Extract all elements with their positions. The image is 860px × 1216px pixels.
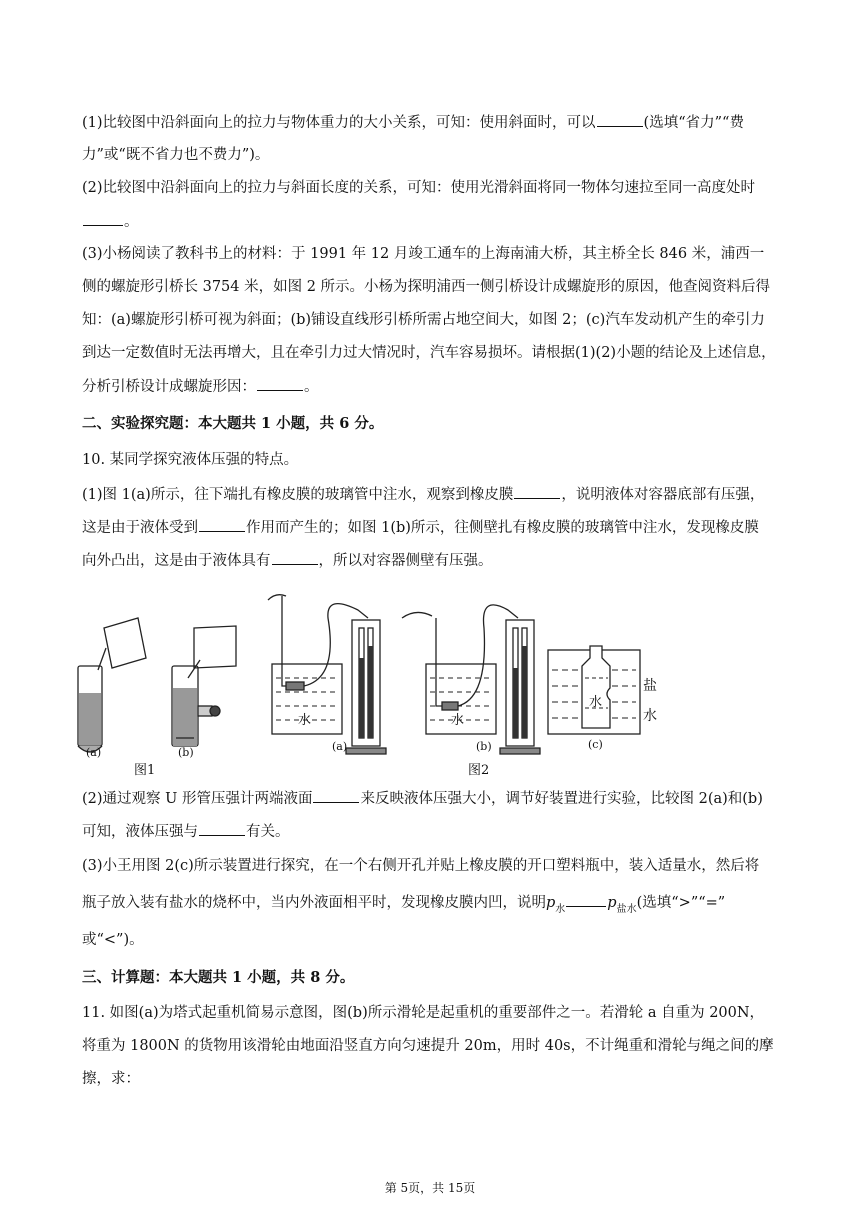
answer-blank [83,211,123,226]
section-2-heading: 二、实验探究题：本大题共 1 小题，共 6 分。 [82,415,384,432]
fig1a-tube [78,618,146,752]
q9-part3-line1: (3)小杨阅读了教科书上的材料：于 1991 年 12 月竣工通车的上海南浦大桥，其主桥全长 846 米，浦西一 [82,246,765,262]
q10-part2-line2: 可知，液体压强与 有关。 [82,821,290,842]
q9-part2-line2: 。 [82,211,139,232]
q10-part3-line3: 或“<”)。 [82,932,144,948]
fig2c-water-label: 水 [589,695,603,710]
section-3-heading: 三、计算题：本大题共 1 小题，共 8 分。 [82,969,355,986]
fig2a-water-label: 水 [298,713,312,728]
q10-part3-line2: 瓶子放入装有盐水的烧杯中，当内外液面相平时，发现橡皮膜内凹，说明$p_水$ $p_{盐水}$(选填“>”“=” [82,892,725,915]
liquid-pressure-figure [76,588,676,780]
q9-part2-line1: (2)比较图中沿斜面向上的拉力与斜面长度的关系，可知：使用光滑斜面将同一物体匀速拉至同一高度处时 [82,180,756,196]
fig2c-salt-label: 盐 [643,678,657,694]
fig2b-water-label: 水 [451,713,465,728]
answer-blank [199,821,245,836]
q10-part1-line1: (1)图 1(a)所示，往下端扎有橡皮膜的玻璃管中注水，观察到橡皮膜 ，说明液体对容器底部有压强， [82,484,764,505]
answer-blank [257,376,303,391]
fig1b-label: (b) [178,746,194,759]
q11-line3: 擦，求： [82,1071,140,1087]
q9-part1-line1: (1)比较图中沿斜面向上的拉力与物体重力的大小关系，可知：使用斜面时，可以 (选填“省力”“费 [82,112,744,133]
fig2c-bottle [548,646,640,734]
fig1b-tube [172,626,236,746]
fig2c-salt-water-label: 水 [643,708,657,724]
q11-line1: 11. 如图(a)为塔式起重机简易示意图，图(b)所示滑轮是起重机的重要部件之一。若滑轮 a 自重为 200N， [82,1005,765,1021]
fig2a-apparatus [268,595,386,754]
answer-blank [566,892,606,907]
q10-part3-line1: (3)小王用图 2(c)所示装置进行探究，在一个右侧开孔并贴上橡皮膜的开口塑料瓶中，装入适量水，然后将 [82,858,760,874]
answer-blank [514,484,560,499]
q10-part2-line1: (2)通过观察 U 形管压强计两端液面 来反映液体压强大小，调节好装置进行实验，比较图 2(a)和(b) [82,788,763,809]
fig1-caption: 图1 [134,763,156,778]
answer-blank [313,788,359,803]
fig2a-label: (a) [332,740,348,753]
fig2-caption: 图2 [468,763,490,778]
q10-stem: 10. 某同学探究液体压强的特点。 [82,452,299,468]
q9-part3-line5: 分析引桥设计成螺旋形因： 。 [82,376,319,397]
q9-part3-line4: 到达一定数值时无法再增大，且在牵引力过大情况时，汽车容易损坏。请根据(1)(2)小题的结论及上述信息， [82,345,776,361]
q10-part1-line3: 向外凸出，这是由于液体具有 ，所以对容器侧壁有压强。 [82,550,493,571]
fig1a-label: (a) [86,746,102,759]
fig2c-label: (c) [588,738,603,751]
answer-blank [597,112,643,127]
q10-part1-line2: 这是由于液体受到 作用而产生的；如图 1(b)所示，往侧壁扎有橡皮膜的玻璃管中注水，发现橡皮膜 [82,517,759,538]
q9-part3-line2: 侧的螺旋形引桥长 3754 米，如图 2 所示。小杨为探明浦西一侧引桥设计成螺旋形的原因，他查阅资料后得 [82,279,771,295]
page-footer: 第 5页，共 15页 [384,1181,476,1195]
q9-part1-line2: 力”或“既不省力也不费力”)。 [82,147,270,163]
fig2b-label: (b) [476,740,492,753]
fig2b-apparatus [402,605,540,754]
answer-blank [272,550,318,565]
answer-blank [199,517,245,532]
q9-part3-line3: 知：(a)螺旋形引桥可视为斜面；(b)铺设直线形引桥所需占地空间大，如图 2；(c)汽车发动机产生的牵引力 [82,312,765,328]
q11-line2: 将重为 1800N 的货物用该滑轮由地面沿竖直方向匀速提升 20m，用时 40s，不计绳重和滑轮与绳之间的摩 [82,1038,774,1054]
